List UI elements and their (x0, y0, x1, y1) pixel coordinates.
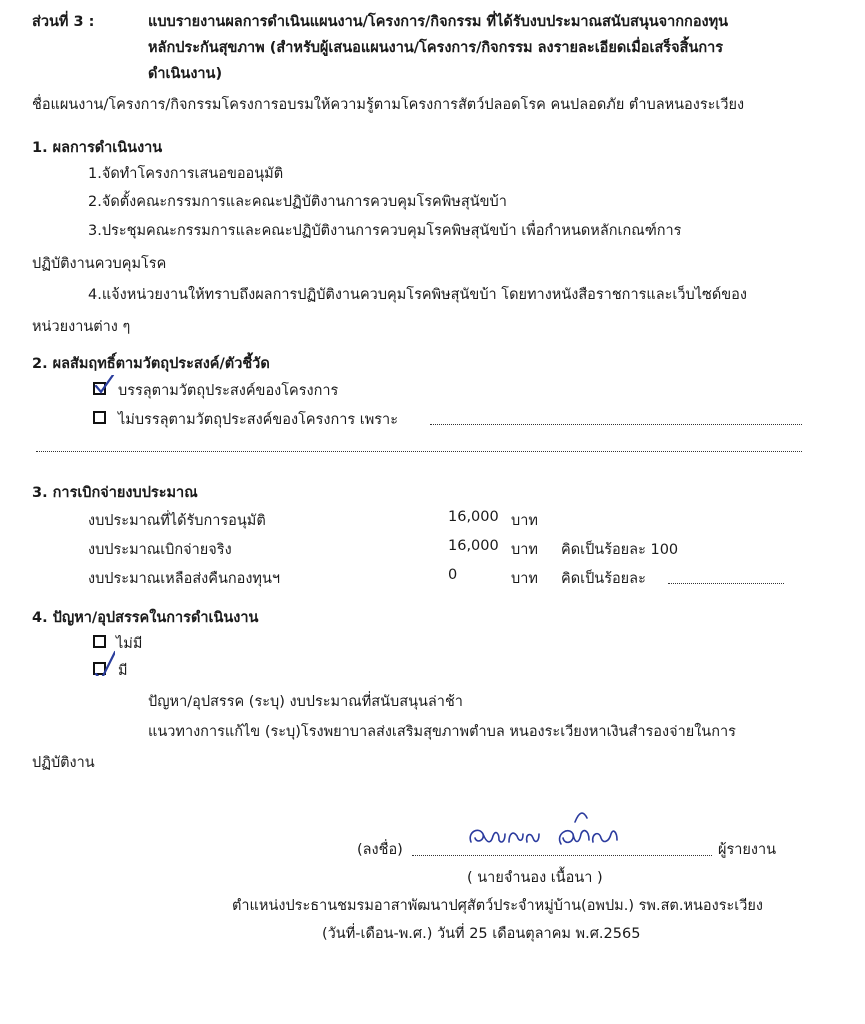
has-problem-checkbox[interactable] (93, 662, 106, 675)
report-title-line-3: ดำเนินงาน) (148, 66, 223, 82)
solution-description-cont: ปฏิบัติงาน (32, 755, 95, 771)
budget-approved-amount: 16,000 (448, 509, 499, 525)
section-3-heading: 3. การเบิกจ่ายงบประมาณ (32, 485, 198, 501)
achieved-checkbox[interactable] (93, 382, 106, 395)
not-achieved-option-label: ไม่บรรลุตามวัตถุประสงค์ของโครงการ เพราะ (118, 412, 398, 428)
reason-blank-line (430, 410, 802, 425)
reporter-position: ตำแหน่งประธานชมรมอาสาพัฒนาปศุสัตว์ประจำหมู่บ้าน(อพปม.) รพ.สต.หนองระเวียง (232, 898, 763, 914)
report-date: (วันที่-เดือน-พ.ศ.) วันที่ 25 เดือนตุลาคม พ.ศ.2565 (322, 926, 641, 942)
result-item-1: 1.จัดทำโครงการเสนอขออนุมัติ (88, 166, 284, 182)
budget-approved-label: งบประมาณที่ได้รับการอนุมัติ (88, 513, 266, 529)
sign-prefix: (ลงชื่อ) (357, 842, 403, 858)
no-problem-label: ไม่มี (116, 636, 143, 652)
budget-spent-unit: บาท (511, 542, 538, 558)
reason-blank-line-2 (36, 437, 802, 452)
budget-returned-amount: 0 (448, 567, 458, 583)
achieved-option-label: บรรลุตามวัตถุประสงค์ของโครงการ (118, 383, 339, 399)
report-title-line-2: หลักประกันสุขภาพ (สำหรับผู้เสนอแผนงาน/โครงการ/กิจกรรม ลงรายละเอียดเมื่อเสร็จสิ้นการ (148, 40, 724, 56)
budget-returned-percent: คิดเป็นร้อยละ (561, 571, 646, 587)
result-item-3: 3.ประชุมคณะกรรมการและคณะปฏิบัติงานการควบคุมโรคพิษสุนัขบ้า เพื่อกำหนดหลักเกณฑ์การ (88, 223, 682, 239)
check-mark-icon (93, 638, 115, 676)
printed-name: ( นายจำนอง เนื้อนา ) (467, 870, 603, 886)
budget-returned-label: งบประมาณเหลือส่งคืนกองทุนฯ (88, 571, 281, 587)
section-4-heading: 4. ปัญหา/อุปสรรคในการดำเนินงาน (32, 610, 259, 626)
has-problem-label: มี (118, 663, 128, 679)
handwritten-signature (465, 808, 645, 856)
result-item-2: 2.จัดตั้งคณะกรรมการและคณะปฏิบัติงานการควบคุมโรคพิษสุนัขบ้า (88, 194, 507, 210)
budget-returned-unit: บาท (511, 571, 538, 587)
check-mark-icon (93, 375, 115, 397)
section-label: ส่วนที่ 3 : (32, 14, 95, 30)
budget-spent-amount: 16,000 (448, 538, 499, 554)
budget-approved-unit: บาท (511, 513, 538, 529)
budget-spent-percent: คิดเป็นร้อยละ 100 (561, 542, 679, 558)
section-2-heading: 2. ผลสัมฤทธิ์ตามวัตถุประสงค์/ตัวชี้วัด (32, 356, 270, 372)
solution-description: แนวทางการแก้ไข (ระบุ)โรงพยาบาลส่งเสริมสุขภาพตำบล หนองระเวียงหาเงินสำรองจ่ายในการ (148, 724, 736, 740)
reporter-role: ผู้รายงาน (718, 842, 777, 858)
result-item-4-cont: หน่วยงานต่าง ๆ (32, 319, 131, 335)
result-item-3-cont: ปฏิบัติงานควบคุมโรค (32, 256, 167, 272)
problem-description: ปัญหา/อุปสรรค (ระบุ) งบประมาณที่สนับสนุนล่าช้า (148, 694, 463, 710)
result-item-4: 4.แจ้งหน่วยงานให้ทราบถึงผลการปฏิบัติงานควบคุมโรคพิษสุนัขบ้า โดยทางหนังสือราชการและเว็บไซด์ของ (88, 287, 747, 303)
project-name: ชื่อแผนงาน/โครงการ/กิจกรรมโครงการอบรมให้ความรู้ตามโครงการสัตว์ปลอดโรค คนปลอดภัย ตำบลหนองระเวียง (32, 97, 745, 113)
returned-percent-blank (668, 569, 784, 584)
not-achieved-checkbox[interactable] (93, 411, 106, 424)
section-1-heading: 1. ผลการดำเนินงาน (32, 140, 163, 156)
report-title-line-1: แบบรายงานผลการดำเนินแผนงาน/โครงการ/กิจกรรม ที่ได้รับงบประมาณสนับสนุนจากกองทุน (148, 14, 729, 30)
budget-spent-label: งบประมาณเบิกจ่ายจริง (88, 542, 232, 558)
